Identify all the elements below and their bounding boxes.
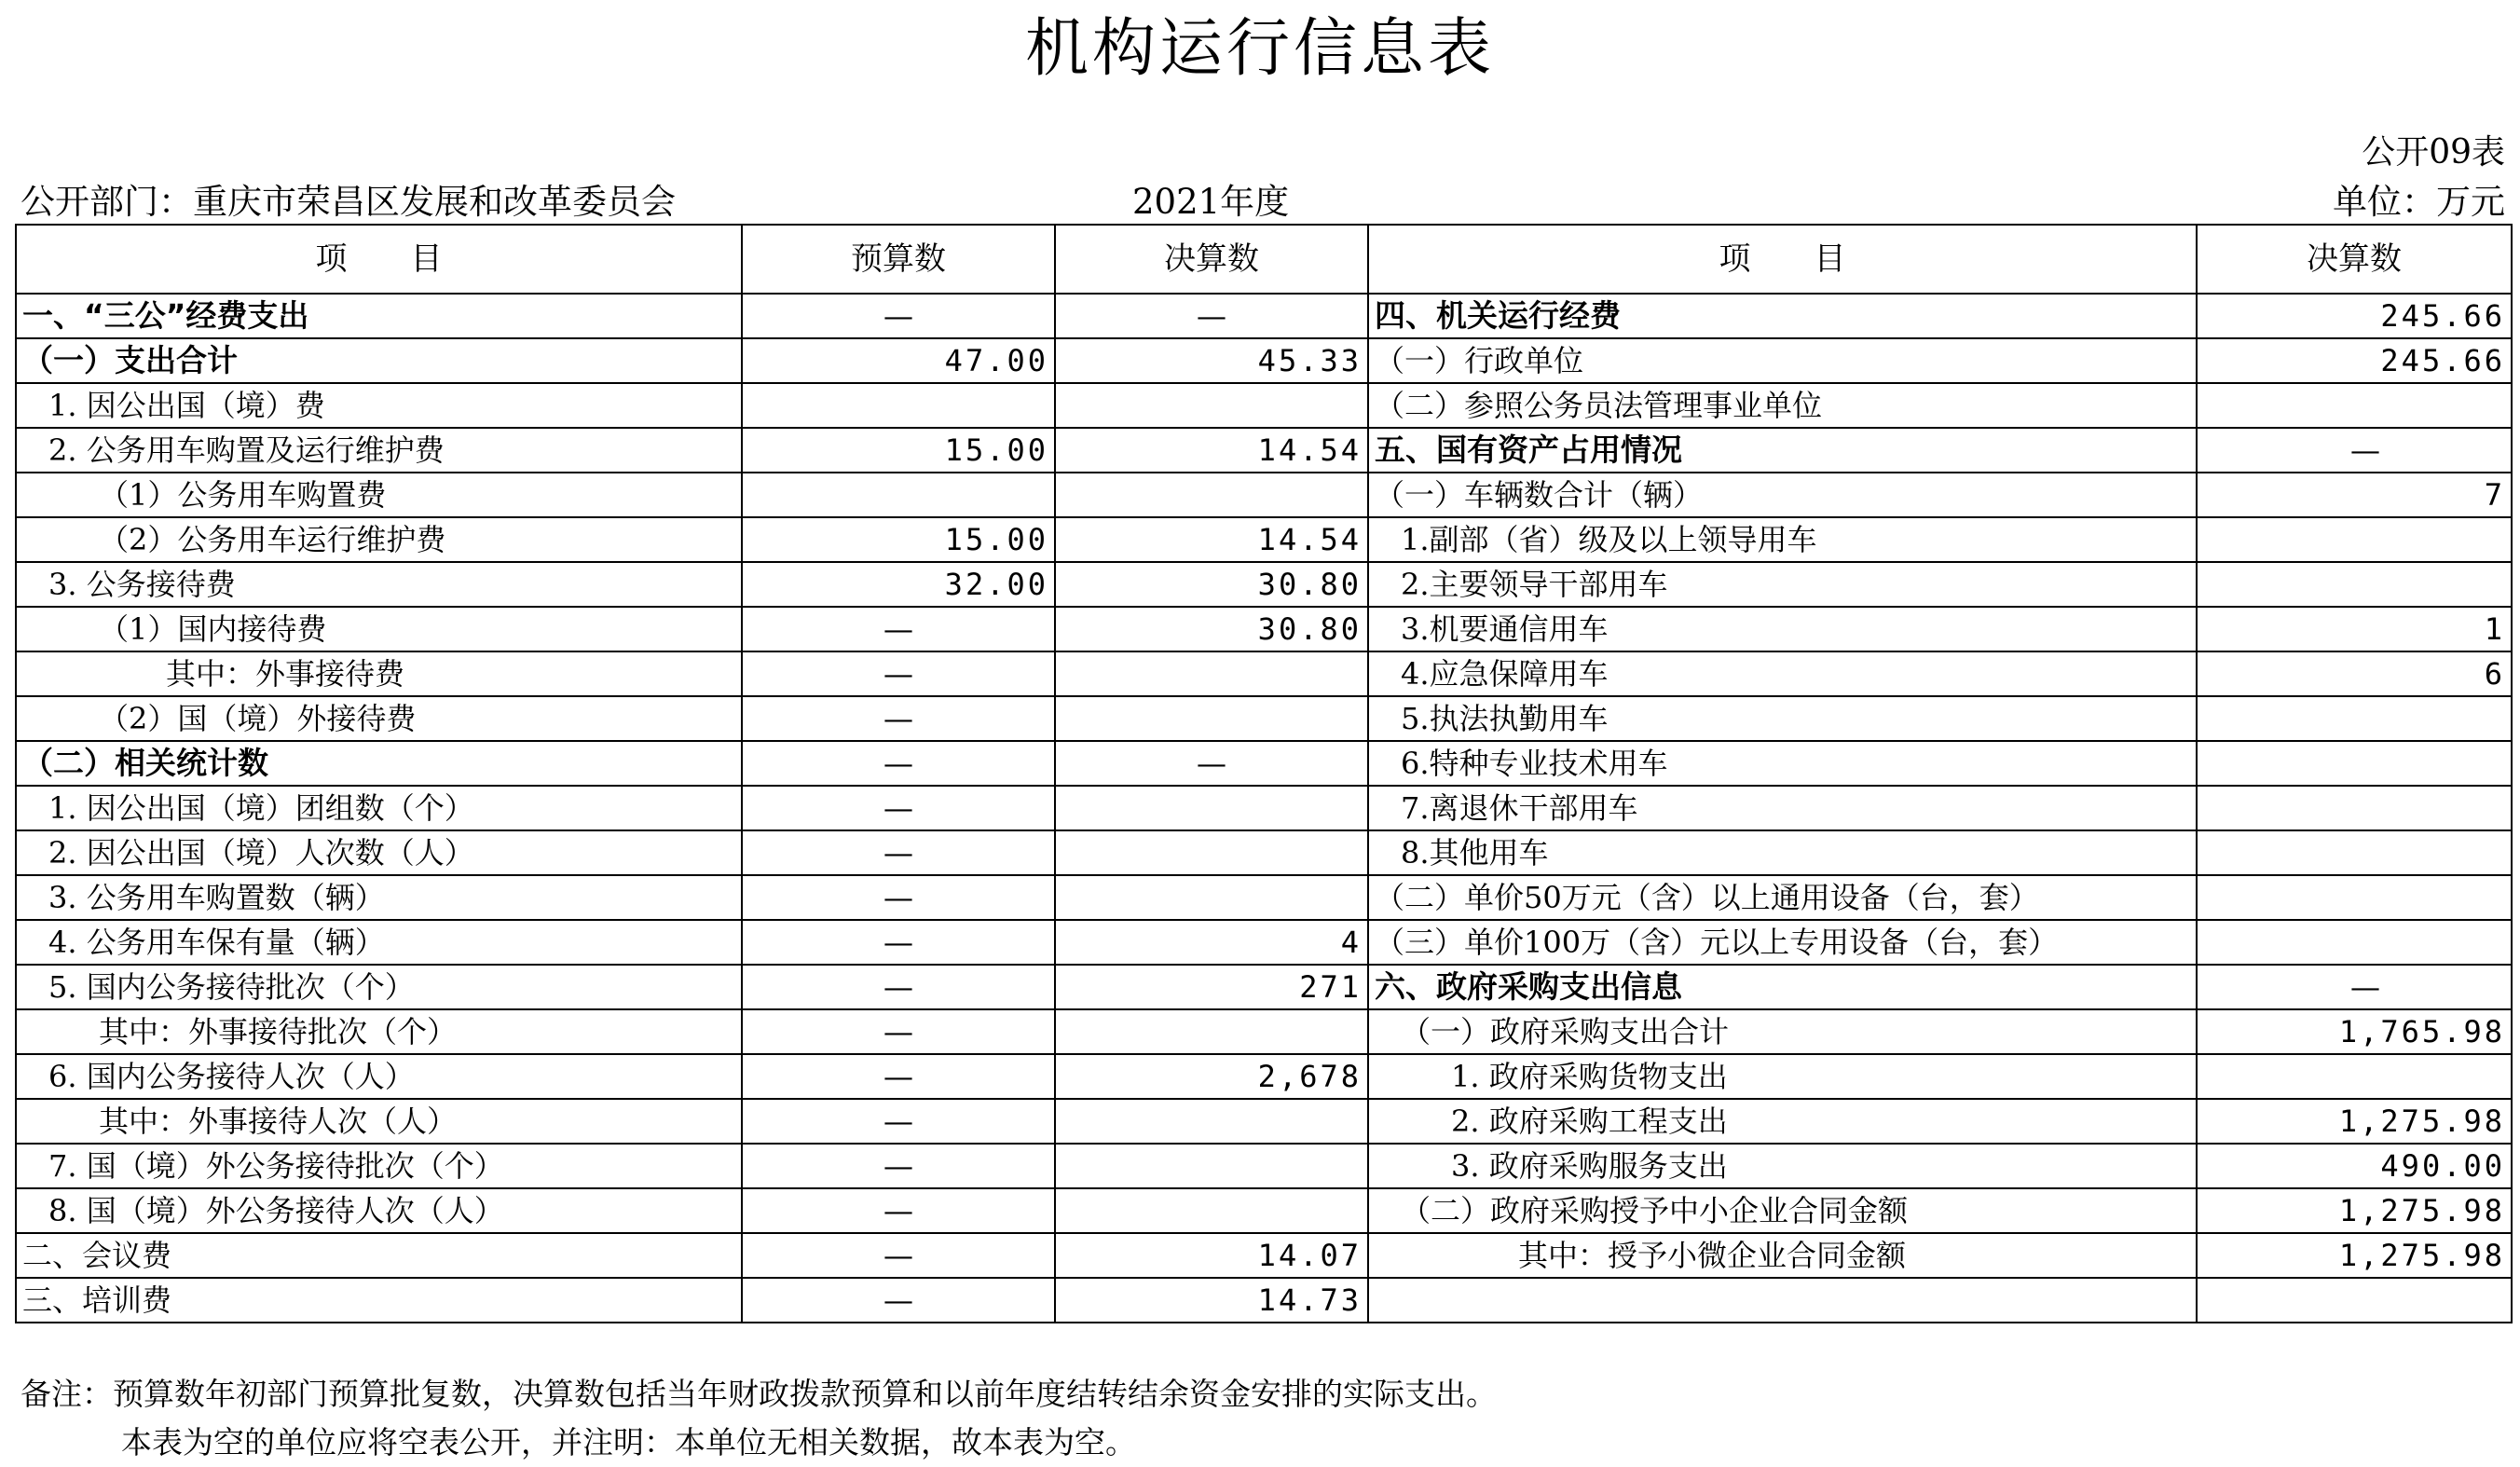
fiscal-year: 2021年度 [1132, 182, 1290, 222]
row-budget: 15.00 [742, 428, 1055, 473]
form-number: 公开09表 [2362, 133, 2505, 171]
row-budget: — [742, 1099, 1055, 1144]
row-item-right: 1.副部（省）级及以上领导用车 [1368, 517, 2197, 562]
row-final [1055, 696, 1368, 741]
row-item-left: 6. 国内公务接待人次（人） [16, 1054, 742, 1099]
row-final [1055, 786, 1368, 830]
table-row [16, 1188, 2512, 1233]
table-row [16, 517, 2512, 562]
table-row [16, 830, 2512, 875]
table-row [16, 607, 2512, 651]
header-budget: 预算数 [742, 225, 1055, 294]
header-item-left: 项 目 [16, 225, 742, 294]
table-row [16, 1144, 2512, 1188]
row-final-right: 245.66 [2197, 338, 2512, 383]
table-row [16, 651, 2512, 696]
row-budget: — [742, 875, 1055, 920]
table-row [16, 786, 2512, 830]
row-final-right: 6 [2197, 651, 2512, 696]
table-row [16, 428, 2512, 473]
table-row [16, 473, 2512, 517]
row-final-right: 1,275.98 [2197, 1233, 2512, 1278]
row-final: 14.73 [1055, 1278, 1368, 1323]
row-final [1055, 651, 1368, 696]
row-item-left: 二、会议费 [16, 1233, 742, 1278]
row-budget: — [742, 920, 1055, 965]
row-item-right: 3.机要通信用车 [1368, 607, 2197, 651]
department-label: 公开部门：重庆市荣昌区发展和改革委员会 [21, 182, 676, 222]
note-empty-table: 本表为空的单位应将空表公开，并注明：本单位无相关数据，故本表为空。 [121, 1424, 1136, 1460]
row-final: 4 [1055, 920, 1368, 965]
table-row [16, 383, 2512, 428]
row-final [1055, 1009, 1368, 1054]
row-final-right [2197, 830, 2512, 875]
row-item-left: （二）相关统计数 [16, 741, 742, 786]
row-final: — [1055, 741, 1368, 786]
row-item-left: 2. 公务用车购置及运行维护费 [16, 428, 742, 473]
row-final [1055, 1144, 1368, 1188]
row-item-left: 2. 因公出国（境）人次数（人） [16, 830, 742, 875]
row-final: 14.54 [1055, 517, 1368, 562]
row-budget: — [742, 696, 1055, 741]
note-remark: 备注：预算数年初部门预算批复数，决算数包括当年财政拨款预算和以前年度结转结余资金安排的实际支出。 [21, 1376, 1497, 1412]
table-row [16, 1099, 2512, 1144]
row-final-right [2197, 786, 2512, 830]
table-row [16, 1054, 2512, 1099]
row-budget: — [742, 294, 1055, 338]
row-budget: — [742, 1054, 1055, 1099]
row-budget [742, 473, 1055, 517]
row-item-right: 1. 政府采购货物支出 [1368, 1054, 2197, 1099]
row-item-left: 1. 因公出国（境）团组数（个） [16, 786, 742, 830]
row-item-left: 3. 公务接待费 [16, 562, 742, 607]
row-item-left: （2）国（境）外接待费 [16, 696, 742, 741]
table-row [16, 875, 2512, 920]
row-item-right: （二）参照公务员法管理事业单位 [1368, 383, 2197, 428]
table-row [16, 1009, 2512, 1054]
row-final [1055, 473, 1368, 517]
row-final-right [2197, 517, 2512, 562]
row-final-right [2197, 383, 2512, 428]
row-final: — [1055, 294, 1368, 338]
row-final-right [2197, 696, 2512, 741]
row-budget: — [742, 1144, 1055, 1188]
row-final [1055, 383, 1368, 428]
row-final [1055, 830, 1368, 875]
row-final-right [2197, 1278, 2512, 1323]
row-budget: — [742, 1009, 1055, 1054]
row-final: 45.33 [1055, 338, 1368, 383]
row-final-right: 1,275.98 [2197, 1188, 2512, 1233]
row-item-left: 5. 国内公务接待批次（个） [16, 965, 742, 1009]
row-item-right: 5.执法执勤用车 [1368, 696, 2197, 741]
row-item-right [1368, 1278, 2197, 1323]
row-item-right: 2.主要领导干部用车 [1368, 562, 2197, 607]
row-final: 2,678 [1055, 1054, 1368, 1099]
row-item-right: （一）政府采购支出合计 [1368, 1009, 2197, 1054]
row-final: 14.54 [1055, 428, 1368, 473]
row-item-left: 一、“三公”经费支出 [16, 294, 742, 338]
row-budget: — [742, 1233, 1055, 1278]
header-final-right: 决算数 [2197, 225, 2512, 294]
row-budget [742, 383, 1055, 428]
table-row [16, 1233, 2512, 1278]
row-item-left: 其中：外事接待人次（人） [16, 1099, 742, 1144]
row-item-left: （1）公务用车购置费 [16, 473, 742, 517]
row-budget: — [742, 786, 1055, 830]
table-row [16, 920, 2512, 965]
row-item-right: 8.其他用车 [1368, 830, 2197, 875]
row-item-right: 六、政府采购支出信息 [1368, 965, 2197, 1009]
row-final-right: 1 [2197, 607, 2512, 651]
row-final-right: 1,275.98 [2197, 1099, 2512, 1144]
row-item-right: （二）政府采购授予中小企业合同金额 [1368, 1188, 2197, 1233]
row-item-left: 其中：外事接待批次（个） [16, 1009, 742, 1054]
row-final [1055, 875, 1368, 920]
row-item-left: 7. 国（境）外公务接待批次（个） [16, 1144, 742, 1188]
table-header-row [16, 225, 2512, 294]
row-item-right: （一）车辆数合计（辆） [1368, 473, 2197, 517]
row-item-right: 五、国有资产占用情况 [1368, 428, 2197, 473]
row-item-left: 4. 公务用车保有量（辆） [16, 920, 742, 965]
row-final: 271 [1055, 965, 1368, 1009]
row-final: 14.07 [1055, 1233, 1368, 1278]
row-budget: — [742, 607, 1055, 651]
table-row [16, 562, 2512, 607]
row-final-right: 1,765.98 [2197, 1009, 2512, 1054]
row-final-right: — [2197, 965, 2512, 1009]
row-budget: — [742, 1188, 1055, 1233]
table-row [16, 294, 2512, 338]
row-final-right: 7 [2197, 473, 2512, 517]
operations-info-table [15, 224, 2513, 1323]
row-item-left: 3. 公务用车购置数（辆） [16, 875, 742, 920]
row-item-left: 三、培训费 [16, 1278, 742, 1323]
row-item-left: 1. 因公出国（境）费 [16, 383, 742, 428]
row-final [1055, 1188, 1368, 1233]
row-final-right: — [2197, 428, 2512, 473]
row-item-left: （2）公务用车运行维护费 [16, 517, 742, 562]
row-budget: — [742, 965, 1055, 1009]
row-final-right [2197, 1054, 2512, 1099]
table-row [16, 696, 2512, 741]
row-item-right: （三）单价100万（含）元以上专用设备（台，套） [1368, 920, 2197, 965]
unit-label: 单位：万元 [2333, 182, 2505, 222]
row-final-right [2197, 920, 2512, 965]
row-final-right [2197, 562, 2512, 607]
row-item-right: 四、机关运行经费 [1368, 294, 2197, 338]
row-final [1055, 1099, 1368, 1144]
header-item-right: 项 目 [1368, 225, 2197, 294]
row-budget: 47.00 [742, 338, 1055, 383]
page-title: 机构运行信息表 [1024, 12, 1495, 86]
row-budget: — [742, 651, 1055, 696]
row-item-left: （一）支出合计 [16, 338, 742, 383]
row-item-right: （二）单价50万元（含）以上通用设备（台，套） [1368, 875, 2197, 920]
row-budget: — [742, 741, 1055, 786]
row-item-right: 4.应急保障用车 [1368, 651, 2197, 696]
row-item-left: 其中：外事接待费 [16, 651, 742, 696]
header-final-left: 决算数 [1055, 225, 1368, 294]
row-item-right: （一）行政单位 [1368, 338, 2197, 383]
row-item-right: 7.离退休干部用车 [1368, 786, 2197, 830]
row-budget: 32.00 [742, 562, 1055, 607]
row-item-right: 3. 政府采购服务支出 [1368, 1144, 2197, 1188]
row-final-right [2197, 741, 2512, 786]
row-item-left: 8. 国（境）外公务接待人次（人） [16, 1188, 742, 1233]
row-final: 30.80 [1055, 607, 1368, 651]
row-budget: 15.00 [742, 517, 1055, 562]
notes [21, 1370, 1497, 1467]
row-final-right [2197, 875, 2512, 920]
row-item-left: （1）国内接待费 [16, 607, 742, 651]
row-budget: — [742, 830, 1055, 875]
row-final-right: 245.66 [2197, 294, 2512, 338]
row-item-right: 6.特种专业技术用车 [1368, 741, 2197, 786]
row-budget: — [742, 1278, 1055, 1323]
table-row [16, 338, 2512, 383]
table-row [16, 1278, 2512, 1323]
row-item-right: 2. 政府采购工程支出 [1368, 1099, 2197, 1144]
row-final: 30.80 [1055, 562, 1368, 607]
row-item-right: 其中：授予小微企业合同金额 [1368, 1233, 2197, 1278]
table-row [16, 965, 2512, 1009]
table-row [16, 741, 2512, 786]
row-final-right: 490.00 [2197, 1144, 2512, 1188]
